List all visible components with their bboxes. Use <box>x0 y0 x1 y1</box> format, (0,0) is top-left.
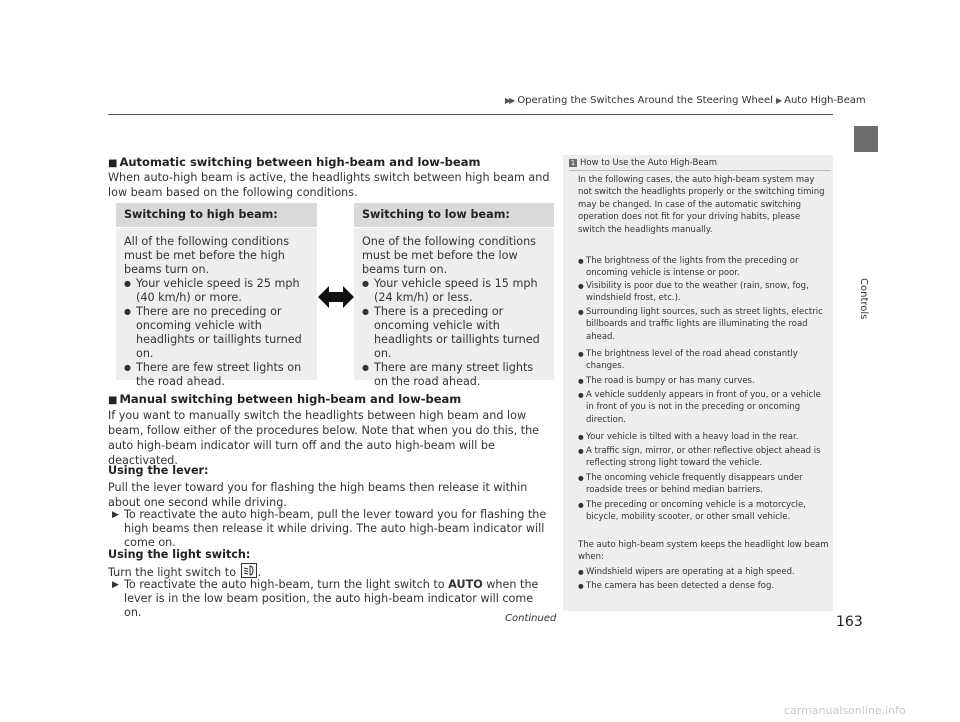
list-item: ● There are many street lights on the road ahead. <box>362 361 546 389</box>
section-body-automatic: When auto-high beam is active, the headlights switch between high beam and low beam based on the following conditions. <box>108 171 550 199</box>
note-list-item: ● Surrounding light sources, such as street lights, electric billboards and traffic lights are illuminating the road ahead. <box>578 306 830 343</box>
low-beam-intro: One of the following conditions must be met before the low beams turn on. <box>362 235 536 276</box>
list-item: ● There are no preceding or oncoming vehicle with headlights or taillights turned on. <box>124 305 309 361</box>
note-list-item: ● Your vehicle is tilted with a heavy load in the rear. <box>578 431 830 443</box>
note-list-item: ● The preceding or oncoming vehicle is a motorcycle, bicycle, mobility scooter, or other small vehicle. <box>578 499 830 524</box>
note-divider <box>569 170 831 171</box>
table-header-low-beam: Switching to low beam: <box>354 203 554 227</box>
step-arrow-icon: ▶ <box>112 580 119 590</box>
breadcrumb-item-switches: Operating the Switches Around the Steering Wheel <box>517 95 773 106</box>
section-heading-manual: ■ Manual switching between high-beam and low-beam <box>108 392 462 406</box>
note-list-item: ● The oncoming vehicle frequently disappears under roadside trees or behind median barriers. <box>578 472 830 497</box>
subheading-lever: Using the lever: <box>108 464 209 477</box>
note-list-item: ● The camera has been detected a dense fog. <box>578 580 830 592</box>
lever-reactivate-step: ▶ To reactivate the auto high-beam, pull the lever toward you for flashing the high beams then release it while driving. The auto high-beam indicator will come on. <box>112 508 547 549</box>
watermark: carmanualsonline.info <box>784 704 906 717</box>
table-cell-high-beam <box>116 228 317 388</box>
header-divider <box>108 114 833 115</box>
note-list-item: ● The brightness level of the road ahead constantly changes. <box>578 348 830 373</box>
note-list-item: ● A vehicle suddenly appears in front of you, or a vehicle in front of you is not in the preceding or oncoming direction. <box>578 389 830 426</box>
step-arrow-icon: ▶ <box>112 510 119 520</box>
square-bullet-icon: ■ <box>108 395 118 406</box>
high-beam-intro: All of the following conditions must be met before the high beams turn on. <box>124 235 290 276</box>
low-beam-headlight-icon <box>241 563 257 578</box>
note-list-item: ● Visibility is poor due to the weather (rain, snow, fog, windshield frost, etc.). <box>578 280 830 305</box>
note-list-item: ● A traffic sign, mirror, or other reflective object ahead is reflecting strong light toward the vehicle. <box>578 445 830 470</box>
note-list-item: ● The road is bumpy or has many curves. <box>578 375 830 387</box>
subheading-light-switch: Using the light switch: <box>108 548 251 561</box>
list-item: ● There are few street lights on the road ahead. <box>124 361 309 389</box>
section-tab-marker <box>854 126 878 152</box>
square-bullet-icon: ■ <box>108 158 118 169</box>
section-body-manual: If you want to manually switch the headlights between high beam and low beam, follow either of the procedures below. Note that when you do this, the auto high-beam indicator will turn off and the auto high-beam will be deactivated. <box>108 409 540 467</box>
page-number: 163 <box>836 614 863 630</box>
list-item: ● There is a preceding or oncoming vehicle with headlights or taillights turned on. <box>362 305 546 361</box>
continued-label: Continued <box>505 613 557 624</box>
double-arrow-icon: ▶▶ <box>505 96 514 105</box>
arrow-icon: ▶ <box>775 96 782 105</box>
list-item: ● Your vehicle speed is 25 mph (40 km/h) or more. <box>124 277 309 305</box>
note-intro: In the following cases, the auto high-beam system may not switch the headlights properly or the switching timing may be changed. In case of the automatic switching operation does not fit for your driving habits, please switch the headlights manually. <box>578 175 825 235</box>
list-item: ● Your vehicle speed is 15 mph (24 km/h) or less. <box>362 277 546 305</box>
light-switch-reactivate-step: ▶ To reactivate the auto high-beam, turn the light switch to AUTO when the lever is in the low beam position, the auto high-beam indicator will come on. <box>112 578 539 619</box>
note-list-item: ● Windshield wipers are operating at a high speed. <box>578 566 830 578</box>
section-heading-automatic: ■ Automatic switching between high-beam and low-beam <box>108 155 481 169</box>
note-list-item: ● The brightness of the lights from the preceding or oncoming vehicle is intense or poor. <box>578 255 830 280</box>
note-title: 1 How to Use the Auto High-Beam <box>570 158 718 168</box>
breadcrumb <box>505 95 866 106</box>
table-cell-low-beam <box>354 228 554 388</box>
light-switch-instructions: Turn the light switch to . <box>108 563 554 580</box>
table-header-high-beam: Switching to high beam: <box>116 203 317 227</box>
note-number-icon: 1 <box>570 159 576 167</box>
breadcrumb-item-auto-high-beam: Auto High-Beam <box>784 95 866 106</box>
note-keeps-intro: The auto high-beam system keeps the headlight low beam when: <box>578 540 829 563</box>
section-tab-label: Controls <box>858 278 869 320</box>
lever-instructions: Pull the lever toward you for flashing the high beams then release it within about one second while driving. <box>108 481 528 509</box>
double-headed-arrow-icon <box>318 286 354 312</box>
